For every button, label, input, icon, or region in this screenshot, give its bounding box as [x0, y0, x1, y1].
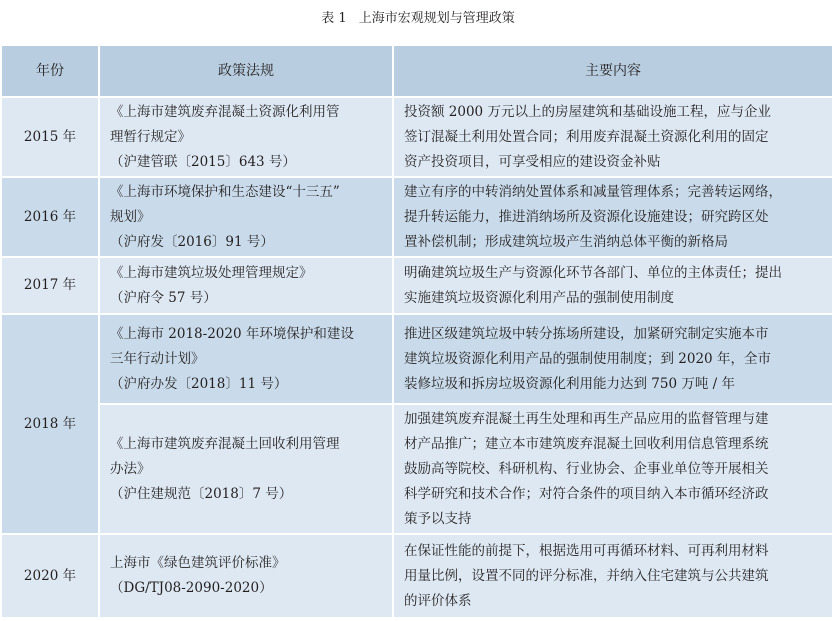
law-line: 办法》 — [110, 460, 151, 477]
year-cell: 2017 年 — [2, 258, 100, 315]
year-cell: 2016 年 — [2, 178, 100, 258]
table-caption — [0, 8, 836, 30]
law-line: 三年行动计划》 — [110, 350, 205, 367]
law-line: 上海市《绿色建筑评价标准》 — [110, 555, 286, 571]
year-cell: 2015 年 — [2, 98, 100, 178]
law-cell — [100, 405, 394, 535]
header-year: 年份 — [2, 46, 100, 98]
table-row — [2, 535, 834, 619]
law-line: 理暂行规定》 — [110, 128, 191, 145]
table-row — [2, 315, 834, 405]
law-cell — [100, 315, 394, 405]
content-line: 签订混凝土利用处置合同；利用废弃混凝土资源化利用的固定 — [404, 128, 769, 145]
law-cell — [100, 178, 394, 258]
law-line: （DG/TJ08-2090-2020） — [110, 580, 273, 596]
law-line: （沪建管联〔2015〕643 号） — [110, 153, 296, 170]
content-cell — [394, 178, 834, 258]
content-line: 材产品推广；建立本市建筑废弃混凝土回收利用信息管理系统 — [404, 435, 769, 452]
law-line: （沪府发〔2016〕91 号） — [110, 233, 274, 250]
content-line: 装修垃圾和拆房垃圾资源化利用能力达到 750 万吨 / 年 — [404, 375, 735, 392]
table-row — [2, 98, 834, 178]
law-line: 《上海市环境保护和生态建设“十三五” — [110, 183, 340, 200]
header-content: 主要内容 — [394, 46, 834, 98]
content-line: 推进区级建筑垃圾中转分拣场所建设，加紧研究制定实施本市 — [404, 325, 769, 342]
year-cell: 2020 年 — [2, 535, 100, 619]
content-line: 置补偿机制；形成建筑垃圾产生消纳总体平衡的新格局 — [404, 233, 728, 250]
header-law: 政策法规 — [100, 46, 394, 98]
header-row — [2, 46, 834, 98]
content-line: 实施建筑垃圾资源化利用产品的强制使用制度 — [404, 289, 674, 306]
law-line: 《上海市 2018-2020 年环境保护和建设 — [110, 325, 354, 342]
content-line: 策予以支持 — [404, 510, 472, 527]
table-row — [2, 258, 834, 315]
law-line: 《上海市建筑垃圾处理管理规定》 — [110, 264, 313, 281]
content-line: 投资额 2000 万元以上的房屋建筑和基础设施工程，应与企业 — [404, 103, 771, 120]
content-cell — [394, 315, 834, 405]
content-line: 科学研究和技术合作；对符合条件的项目纳入本市循环经济政 — [404, 485, 769, 502]
table-row — [2, 405, 834, 535]
law-cell — [100, 535, 394, 619]
content-line: 资产投资项目，可享受相应的建设资金补贴 — [404, 153, 661, 170]
year-cell: 2018 年 — [2, 315, 100, 535]
content-cell — [394, 98, 834, 178]
law-line: 《上海市建筑废弃混凝土回收利用管理 — [110, 435, 340, 452]
content-line: 建立有序的中转消纳处置体系和减量管理体系；完善转运网络， — [404, 183, 782, 200]
content-line: 加强建筑废弃混凝土再生处理和再生产品应用的监督管理与建 — [404, 410, 769, 427]
law-line: 规划》 — [110, 208, 151, 225]
law-line: （沪府令 57 号） — [110, 289, 217, 306]
law-cell — [100, 258, 394, 315]
table-title: 上海市宏观规划与管理政策 — [358, 11, 515, 26]
content-line: 在保证性能的前提下，根据选用可再循环材料、可再利用材料 — [404, 542, 769, 559]
policy-table — [2, 46, 834, 619]
content-line: 用量比例，设置不同的评分标准，并纳入住宅建筑与公共建筑 — [404, 567, 769, 584]
law-line: 《上海市建筑废弃混凝土资源化利用管 — [110, 103, 340, 120]
content-line: 提升转运能力，推进消纳场所及资源化设施建设；研究跨区处 — [404, 208, 769, 225]
table-row — [2, 178, 834, 258]
content-line: 的评价体系 — [404, 592, 472, 609]
law-line: （沪府办发〔2018〕11 号） — [110, 375, 288, 392]
content-line: 建筑垃圾资源化利用产品的强制使用制度；到 2020 年，全市 — [404, 350, 771, 367]
table-number: 表 1 — [321, 11, 347, 26]
content-line: 鼓励高等院校、科研机构、行业协会、企事业单位等开展相关 — [404, 460, 769, 477]
law-line: （沪住建规范〔2018〕7 号） — [110, 485, 293, 502]
content-cell — [394, 405, 834, 535]
content-cell — [394, 258, 834, 315]
law-cell — [100, 98, 394, 178]
content-line: 明确建筑垃圾生产与资源化环节各部门、单位的主体责任；提出 — [404, 264, 782, 281]
content-cell — [394, 535, 834, 619]
